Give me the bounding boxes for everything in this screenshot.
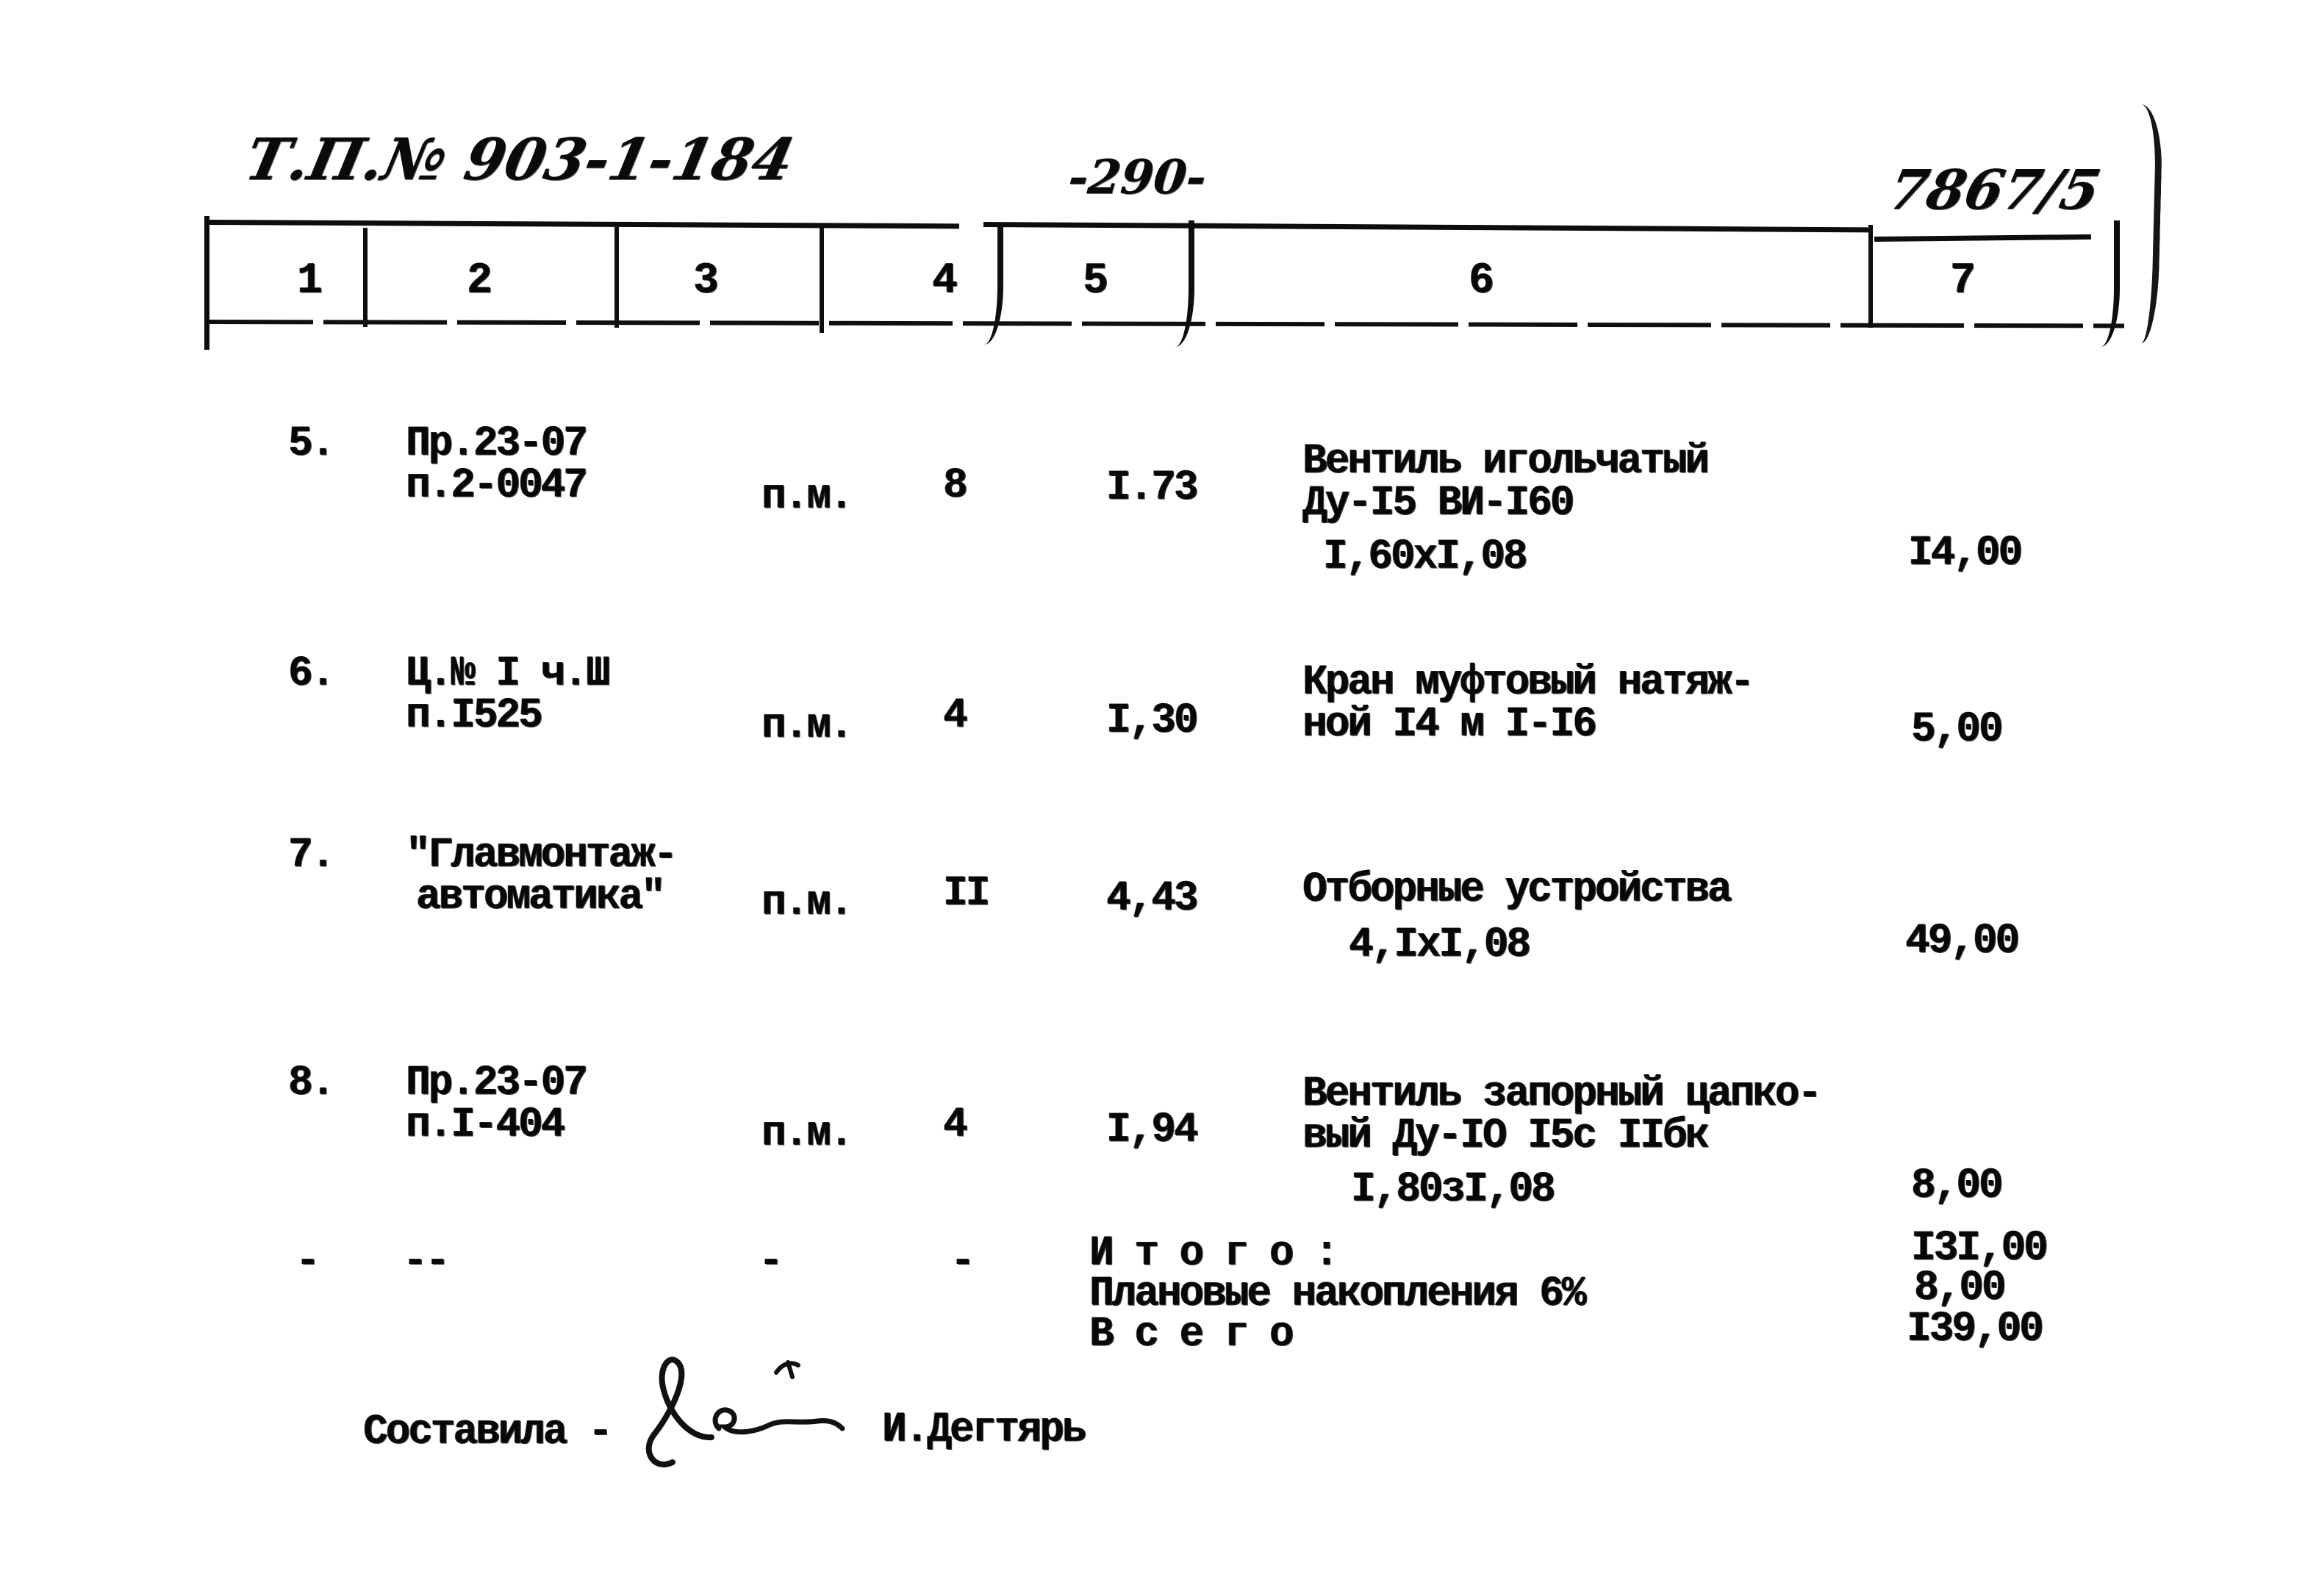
column-header-2: 2 <box>467 256 492 306</box>
row5-calc: I,60хI,08 <box>1323 531 1526 580</box>
table-border-left <box>204 216 209 350</box>
page-edge-mark <box>2123 104 2163 343</box>
column-divider-5 <box>1169 220 1194 347</box>
row5-desc-line2: Ду-I5 ВИ-I60 <box>1302 478 1573 527</box>
row8-unit-price: I,94 <box>1106 1104 1197 1154</box>
sheet-number: 7867/5 <box>1883 159 2106 222</box>
row6-ref-line2: п.I525 <box>406 690 541 739</box>
row5-total: I4,00 <box>1908 528 2021 577</box>
row8-unit: п.м. <box>761 1108 852 1157</box>
row7-ref-line2: автоматика" <box>416 871 664 921</box>
row5-unit: п.м. <box>761 471 852 520</box>
row6-item-number: 6. <box>288 648 334 697</box>
totals-dash-col4: - <box>950 1236 973 1285</box>
row7-quantity: II <box>943 868 989 917</box>
row6-quantity: 4 <box>943 690 966 739</box>
compiled-by-label: Составила - <box>363 1406 611 1456</box>
row5-ref-line2: п.2-0047 <box>406 460 586 509</box>
overhead-value: 8,00 <box>1914 1262 2004 1312</box>
table-header-bottom-border <box>204 320 2124 328</box>
column-divider-6 <box>1868 225 1873 328</box>
totals-dash-col1: - <box>295 1236 318 1285</box>
row8-ref-line2: п.I-404 <box>406 1099 564 1149</box>
page-number: -290- <box>1066 150 1209 205</box>
row7-calc: 4,IхI,08 <box>1349 919 1529 968</box>
row6-desc-line2: ной I4 м I-I6 <box>1302 699 1595 748</box>
row6-desc-line1: Кран муфтовый натяж- <box>1302 657 1753 706</box>
subtotal-label: И т о г о : <box>1089 1228 1337 1277</box>
row8-calc: I,80зI,08 <box>1351 1164 1554 1213</box>
row6-ref-line1: Ц.№ I ч.Ш <box>406 648 609 697</box>
row8-total: 8,00 <box>1911 1160 2001 1209</box>
row7-total: 49,00 <box>1905 916 2018 965</box>
column-divider-1 <box>363 228 368 327</box>
column-header-4: 4 <box>932 256 958 306</box>
column-divider-4 <box>978 223 1003 345</box>
row5-unit-price: I.73 <box>1106 462 1197 511</box>
column-header-6: 6 <box>1469 256 1494 306</box>
row7-unit-price: 4,43 <box>1106 873 1197 922</box>
totals-dash-col2: -- <box>403 1236 448 1285</box>
row8-desc-line2: вый Ду-IO I5с IIбк <box>1302 1110 1707 1160</box>
row8-ref-line1: Пр.23-07 <box>406 1057 586 1107</box>
row6-unit-price: I,30 <box>1106 695 1197 744</box>
column-divider-3 <box>820 226 824 333</box>
row5-item-number: 5. <box>288 418 334 467</box>
overhead-label: Плановые накопления 6% <box>1089 1268 1585 1318</box>
sheet-number-underline <box>1874 234 2091 242</box>
row7-desc-line1: Отборные устройства <box>1302 864 1730 913</box>
column-header-1: 1 <box>297 256 323 306</box>
signature <box>632 1352 853 1481</box>
table-top-border-right <box>983 222 1869 232</box>
row5-ref-line1: Пр.23-07 <box>406 418 586 467</box>
subtotal-value: I3I,00 <box>1911 1223 2046 1272</box>
grand-total-value: I39,00 <box>1907 1304 2042 1353</box>
column-divider-2 <box>614 226 619 328</box>
row7-unit: п.м. <box>761 877 852 927</box>
document-number: Т.П.№ 903-1-184 <box>240 126 800 193</box>
grand-total-label: В с е г о <box>1089 1309 1292 1358</box>
row8-desc-line1: Вентиль запорный цапко- <box>1302 1068 1820 1118</box>
column-header-3: 3 <box>693 256 719 306</box>
row8-item-number: 8. <box>288 1057 334 1107</box>
row7-ref-line1: "Главмонтаж- <box>406 830 676 879</box>
row6-unit: п.м. <box>761 700 852 750</box>
row7-item-number: 7. <box>288 830 334 879</box>
row6-total: 5,00 <box>1911 704 2001 753</box>
row5-quantity: 8 <box>943 460 966 509</box>
table-top-border-left <box>209 220 959 229</box>
row8-quantity: 4 <box>943 1099 966 1149</box>
signer-name: И.Дегтярь <box>882 1404 1085 1453</box>
row5-desc-line1: Вентиль игольчатый <box>1302 436 1707 485</box>
signature-stroke <box>632 1352 853 1477</box>
totals-dash-col3: - <box>759 1236 781 1285</box>
column-header-7: 7 <box>1950 256 1976 306</box>
column-header-5: 5 <box>1083 256 1108 306</box>
